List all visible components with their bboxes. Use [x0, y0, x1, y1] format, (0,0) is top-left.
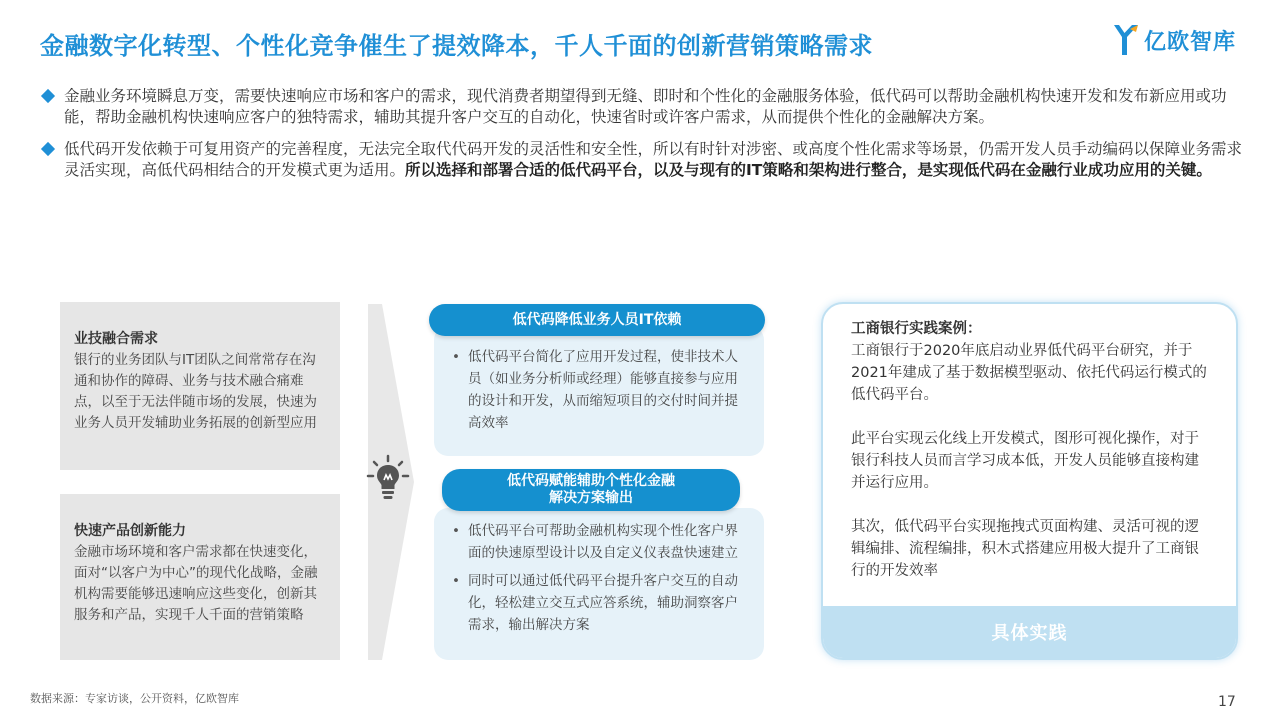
icbc-case-card	[821, 302, 1238, 660]
need-heading: 快速产品创新能力	[74, 523, 186, 539]
bullet-text: 金融业务环境瞬息万变，需要快速响应市场和客户的需求，现代消费者期望得到无缝、即时和个性化的金融服务体验，低代码可以帮助金融机构快速开发和发布新应用或功能，帮助金融机构快速响应客户的独特需求，辅助其提升客户交互的自动化，快速省时或许客户需求，从而提供个性化的金融解决方案。	[64, 87, 1227, 126]
case-paragraph: 其次，低代码平台实现拖拽式页面构建、灵活可视的逻辑编排、流程编排，积木式搭建应用极大提升了工商银行的开发效率	[851, 519, 1199, 579]
solution-label-2	[442, 469, 740, 511]
need-card-product-innovation	[60, 494, 340, 660]
logo-text: 亿欧智库	[1144, 29, 1237, 55]
need-body: 银行的业务团队与IT团队之间常常存在沟通和协作的障碍、业务与技术融合痛难点，以至于无法伴随市场的发展，快速为业务人员开发辅助业务拓展的创新型应用	[74, 352, 317, 431]
bullet-text: 低代码开发依赖于可复用资产的完善程度，无法完全取代代码开发的灵活性和安全性，所以有时针对涉密、或高度个性化需求等场景，仍需开发人员手动编码以保障业务需求灵活实现，高低代码相结合的开发模式更为适用。	[64, 140, 1243, 179]
solution-card-2	[434, 508, 764, 660]
intro-bullet	[42, 86, 1242, 128]
case-footer-label: 具体实践	[823, 606, 1236, 658]
case-paragraph: 工商银行于2020年底启动业界低代码平台研究，并于2021年建成了基于数据模型驱动、依托代码运行模式的低代码平台。	[851, 343, 1207, 403]
case-heading: 工商银行实践案例：	[851, 321, 982, 337]
intro-bullet	[42, 139, 1242, 181]
solution-point: • 同时可以通过低代码平台提升客户交互的自动化，轻松建立交互式应答系统，辅助洞察客户需求，输出解决方案	[450, 570, 746, 636]
solution-card-1	[434, 326, 764, 456]
bullet-bold-text: 所以选择和部署合适的低代码平台，以及与现有的IT策略和架构进行整合，是实现低代码在金融行业成功应用的关键。	[405, 161, 1212, 179]
solution-label-line: 解决方案输出	[549, 490, 633, 506]
page-title: 金融数字化转型、个性化竞争催生了提效降本，千人千面的创新营销策略需求	[40, 32, 873, 60]
solution-point: • 低代码平台可帮助金融机构实现个性化客户界面的快速原型设计以及自定义仪表盘快速建立	[450, 520, 746, 564]
logo-icon	[1112, 23, 1140, 57]
solution-label-line: 低代码赋能辅助个性化金融	[507, 473, 675, 489]
page-number: 17	[1218, 694, 1236, 710]
diamond-bullet-icon	[41, 142, 55, 156]
need-card-tech-business	[60, 302, 340, 470]
intro-bullets	[42, 86, 1242, 192]
brand-logo	[1112, 20, 1236, 60]
data-source: 数据来源：专家访谈，公开资料，亿欧智库	[30, 692, 239, 705]
solution-label-1: 低代码降低业务人员IT依赖	[429, 304, 765, 336]
lightbulb-icon	[366, 454, 410, 502]
case-paragraph: 此平台实现云化线上开发模式，图形可视化操作，对于银行科技人员而言学习成本低，开发人员能够直接构建并运行应用。	[851, 431, 1199, 491]
solution-point: • 低代码平台简化了应用开发过程，使非技术人员（如业务分析师或经理）能够直接参与应用的设计和开发，从而缩短项目的交付时间并提高效率	[450, 346, 746, 434]
need-heading: 业技融合需求	[74, 331, 158, 347]
diamond-bullet-icon	[41, 89, 55, 103]
need-body: 金融市场环境和客户需求都在快速变化，面对“以客户为中心”的现代化战略，金融机构需要能够迅速响应这些变化，创新其服务和产品，实现千人千面的营销策略	[74, 544, 318, 623]
